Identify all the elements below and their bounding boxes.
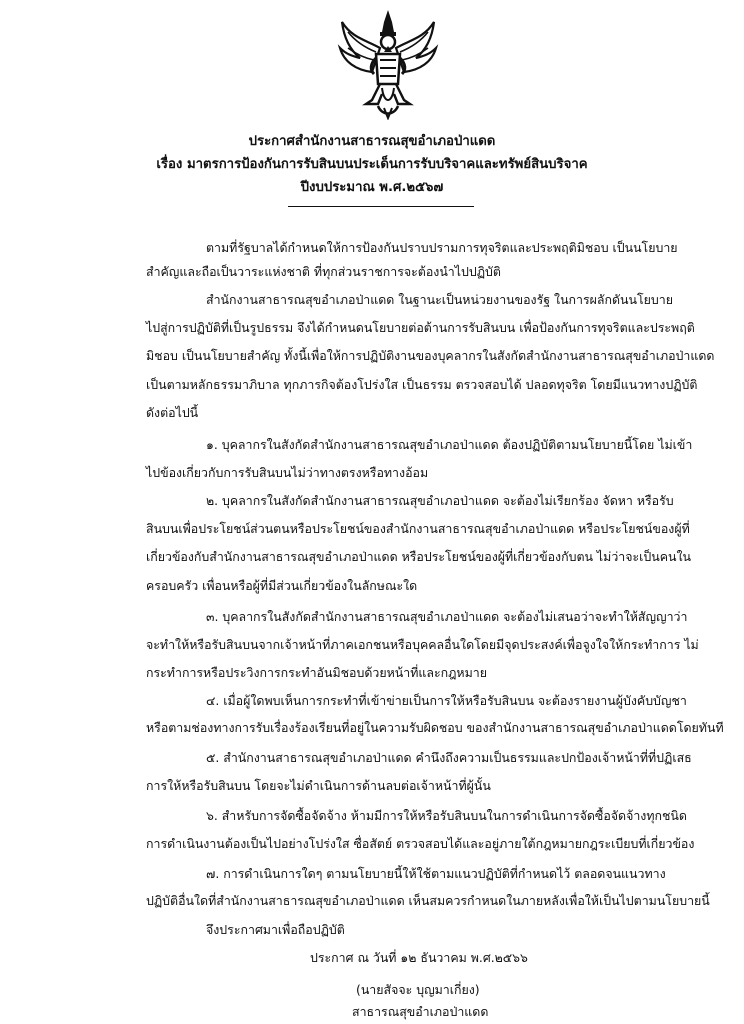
body-line: ดังต่อไปนี้ (146, 405, 199, 420)
announcement-subject: เรื่อง มาตรการป้องกันการรับสินบนประเด็นการรับบริจาคและทรัพย์สินบริจาค (156, 157, 588, 172)
body-line: สำนักงานสาธารณสุขอำเภอป่าแดด ในฐานะเป็นหน่วยงานของรัฐ ในการผลักดันนโยบาย (206, 292, 673, 307)
announcement-title: ประกาศสำนักงานสาธารณสุขอำเภอป่าแดด (248, 134, 496, 149)
body-line: ไปสู่การปฏิบัติที่เป็นรูปธรรม จึงได้กำหนดนโยบายต่อต้านการรับสินบน เพื่อป้องกันการทุจริตและประพฤติ (146, 320, 695, 335)
closing-line: จึงประกาศมาเพื่อถือปฏิบัติ (206, 922, 345, 937)
body-line: หรือตามช่องทางการรับเรื่องร้องเรียนที่อยู่ในความรับผิดชอบ ของสำนักงานสาธารณสุขอำเภอป่าแดดโดยทันที (146, 720, 724, 735)
signer-title: สาธารณสุขอำเภอป่าแดด (352, 1004, 489, 1019)
body-line: มิชอบ เป็นนโยบายสำคัญ ทั้งนี้เพื่อให้การปฏิบัติงานของบุคลากรในสังกัดสำนักงานสาธารณสุขอำเภอป่าแดด (146, 348, 715, 363)
body-line: ครอบครัว เพื่อนหรือผู้ที่มีส่วนเกี่ยวข้องในลักษณะใด (146, 578, 418, 593)
fiscal-year: ปีงบประมาณ พ.ศ.๒๕๖๗ (300, 180, 444, 195)
body-line: สำคัญและถือเป็นวาระแห่งชาติ ที่ทุกส่วนราชการจะต้องนำไปปฏิบัติ (146, 264, 501, 279)
announcement-date: ประกาศ ณ วันที่ ๑๒ ธันวาคม พ.ศ.๒๕๖๖ (310, 950, 528, 965)
body-line: สินบนเพื่อประโยชน์ส่วนตนหรือประโยชน์ของสำนักงานสาธารณสุขอำเภอป่าแดด หรือประโยชน์ของผู้ที่ (146, 521, 690, 536)
policy-item-2: ๒. บุคลากรในสังกัดสำนักงานสาธารณสุขอำเภอป่าแดด จะต้องไม่เรียกร้อง จัดหา หรือรับ (206, 493, 674, 508)
body-line: ตามที่รัฐบาลได้กำหนดให้การป้องกันปราบปรามการทุจริตและประพฤติมิชอบ เป็นนโยบาย (206, 240, 678, 255)
policy-item-7: ๗. การดำเนินการใดๆ ตามนโยบายนี้ให้ใช้ตามแนวปฏิบัติที่กำหนดไว้ ตลอดจนแนวทาง (206, 866, 666, 881)
body-line: การให้หรือรับสินบน โดยจะไม่ดำเนินการด้านลบต่อเจ้าหน้าที่ผู้นั้น (146, 778, 491, 793)
policy-item-5: ๕. สำนักงานสาธารณสุขอำเภอป่าแดด คำนึงถึงความเป็นธรรมและปกป้องเจ้าหน้าที่ที่ปฏิเสธ (206, 750, 692, 765)
policy-item-1: ๑. บุคลากรในสังกัดสำนักงานสาธารณสุขอำเภอป่าแดด ต้องปฏิบัติตามนโยบายนี้โดย ไม่เข้า (206, 437, 693, 452)
body-line: เกี่ยวข้องกับสำนักงานสาธารณสุขอำเภอป่าแดด หรือประโยชน์ของผู้ที่เกี่ยวข้องกับตน ไม่ว่าจะเป็นคนใน (146, 549, 692, 564)
policy-item-6: ๖. สำหรับการจัดซื้อจัดจ้าง ห้ามมีการให้หรือรับสินบนในการดำเนินการจัดซื้อจัดจ้างทุกชนิด (206, 808, 687, 823)
body-line: เป็นตามหลักธรรมาภิบาล ทุกภารกิจต้องโปร่งใส เป็นธรรม ตรวจสอบได้ ปลอดทุจริต โดยมีแนวทางปฏิบัติ (146, 377, 698, 392)
body-line: ไปข้องเกี่ยวกับการรับสินบนไม่ว่าทางตรงหรือทางอ้อม (146, 465, 429, 480)
body-line: กระทำการหรือประวิงการกระทำอันมิชอบด้วยหน้าที่และกฎหมาย (146, 665, 487, 680)
garuda-emblem-icon (332, 8, 444, 120)
body-line: จะทำให้หรือรับสินบนจากเจ้าหน้าที่ภาคเอกชนหรือบุคคลอื่นใดโดยมีจุดประสงค์เพื่อจูงใจให้กระทำการ ไม่ (146, 637, 699, 652)
policy-item-3: ๓. บุคลากรในสังกัดสำนักงานสาธารณสุขอำเภอป่าแดด จะต้องไม่เสนอว่าจะทำให้สัญญาว่า (206, 609, 688, 624)
title-underline (288, 206, 474, 207)
body-line: การดำเนินงานต้องเป็นไปอย่างโปร่งใส ซื่อสัตย์ ตรวจสอบได้และอยู่ภายใต้กฎหมายกฎระเบียบที่เกี่ยวข้อง (146, 836, 695, 851)
signer-name: (นายสัจจะ บุญมาเกี่ยง) (356, 982, 480, 997)
policy-item-4: ๔. เมื่อผู้ใดพบเห็นการกระทำที่เข้าข่ายเป็นการให้หรือรับสินบน จะต้องรายงานผู้บังคับบัญชา (206, 693, 687, 708)
body-line: ปฏิบัติอื่นใดที่สำนักงานสาธารณสุขอำเภอป่าแดด เห็นสมควรกำหนดในภายหลังเพื่อให้เป็นไปตามนโยบายนี้ (146, 893, 710, 908)
